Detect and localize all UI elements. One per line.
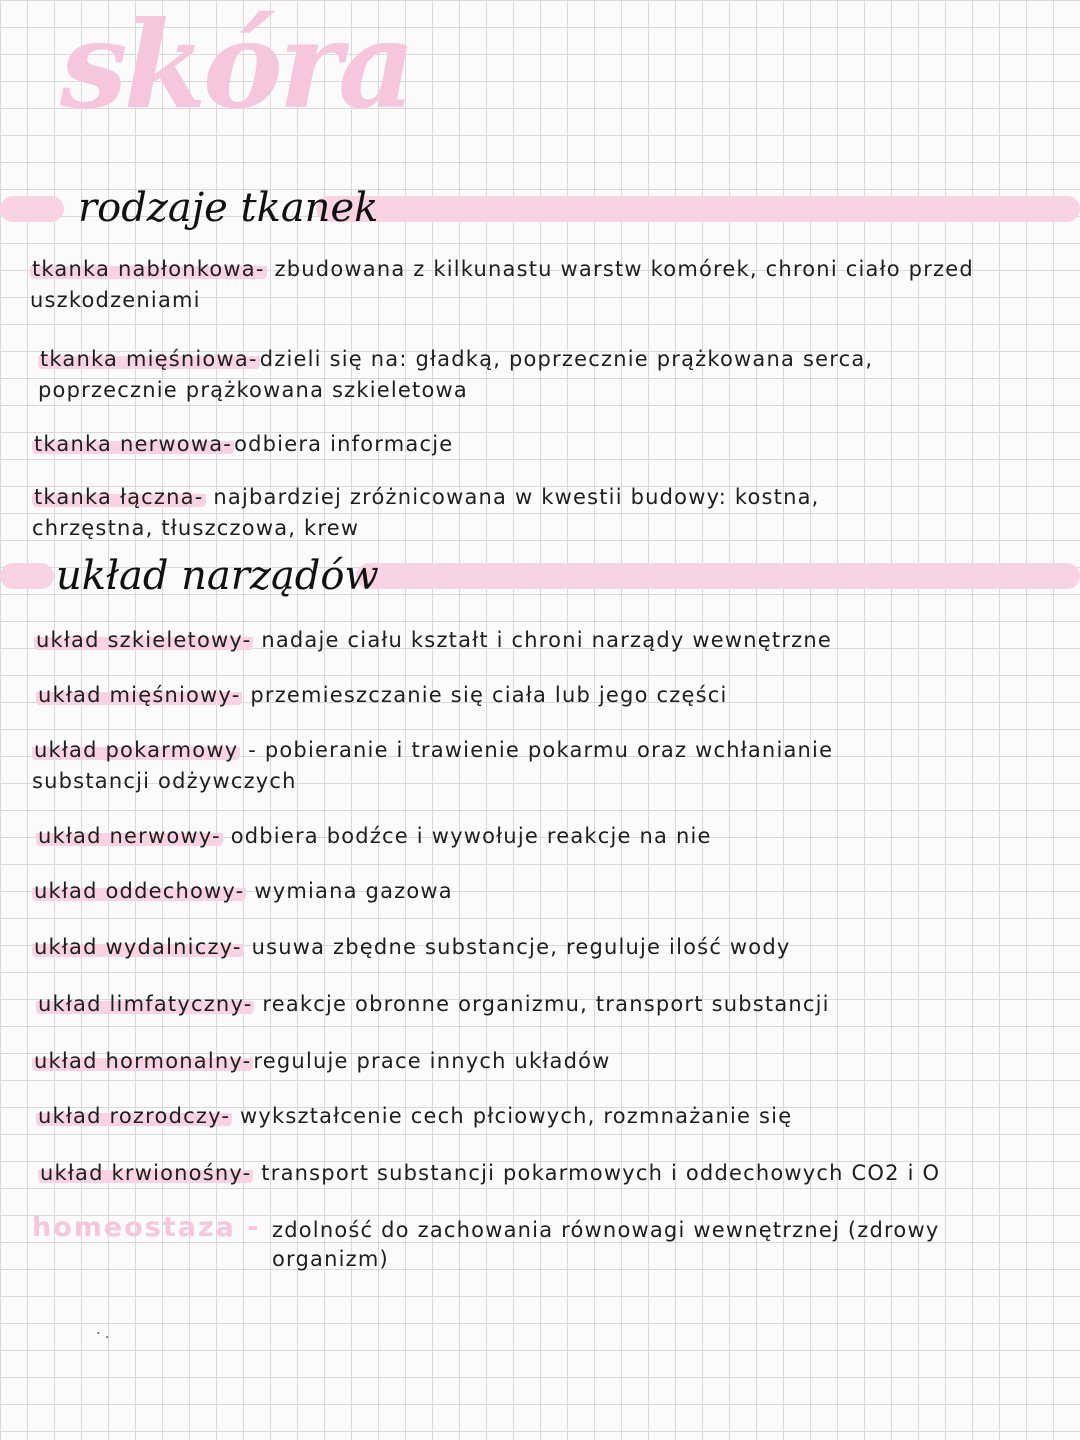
heading-band-left (0, 563, 54, 589)
entry-term: układ rozrodczy- (38, 1104, 231, 1128)
entry-term: układ krwionośny- (40, 1161, 252, 1185)
entry-definition: zbudowana z kilkunastu warstw komórek, chroni ciało przed (266, 257, 974, 281)
entry-definition: zdolność do zachowania równowagi wewnętrznej (zdrowy (272, 1218, 940, 1242)
entry-term: układ pokarmowy (34, 738, 239, 762)
entry-term: układ oddechowy- (34, 879, 245, 903)
entry-definition: wymiana gazowa (246, 879, 453, 903)
entry-term: układ szkieletowy- (36, 628, 252, 652)
entry-definition: wykształcenie cech płciowych, rozmnażanie się (232, 1104, 793, 1128)
heading-band-left (0, 196, 64, 222)
page-title: skóra (60, 0, 412, 136)
entry-connective-tissue (32, 482, 820, 544)
entry-continuation: poprzecznie prążkowana szkieletowa (38, 378, 468, 402)
entry-continuation: chrzęstna, tłuszczowa, krew (32, 516, 360, 540)
entry-definition: reakcje obronne organizmu, transport substancji (254, 992, 830, 1016)
entry-continuation: substancji odżywczych (32, 769, 297, 793)
section-heading-tissues: rodzaje tkanek (78, 185, 379, 231)
entry-definition: - pobieranie i trawienie pokarmu oraz wchłanianie (240, 738, 834, 762)
entry-term: układ hormonalny- (34, 1049, 252, 1073)
entry-definition: odbiera informacje (234, 432, 454, 456)
entry-respiratory-system (32, 876, 453, 907)
entry-definition: transport substancji pokarmowych i oddechowych CO2 i O (253, 1161, 941, 1185)
entry-term: tkanka nabłonkowa- (32, 257, 265, 281)
entry-definition: nadaje ciału kształt i chroni narządy wewnętrzne (253, 628, 833, 652)
heading-band-right (356, 563, 1080, 589)
entry-term: tkanka nerwowa- (34, 432, 233, 456)
entry-term: tkanka łączna- (34, 485, 204, 509)
entry-continuation: organizm) (272, 1247, 389, 1271)
entry-reproductive-system (36, 1101, 792, 1132)
homeostasis-definition (272, 1216, 939, 1274)
entry-definition: odbiera bodźce i wywołuje reakcje na nie (222, 824, 712, 848)
entry-term: tkanka mięśniowa- (40, 347, 258, 371)
entry-epithelial (30, 254, 974, 316)
entry-lymphatic-system (36, 989, 830, 1020)
entry-term: układ mięśniowy- (38, 683, 241, 707)
entry-definition: reguluje prace innych układów (253, 1049, 611, 1073)
entry-endocrine-system (32, 1046, 611, 1077)
entry-nerve-tissue (32, 429, 453, 460)
entry-term: układ limfatyczny- (38, 992, 253, 1016)
entry-definition: najbardziej zróżnicowana w kwestii budowy: kostna, (205, 485, 820, 509)
entry-definition: usuwa zbędne substancje, reguluje ilość wody (243, 935, 791, 959)
entry-muscle-tissue (38, 344, 873, 406)
homeostasis-term: homeostaza - (32, 1212, 261, 1243)
entry-circulatory-system (38, 1158, 940, 1189)
section-heading-organ-systems: układ narządów (56, 553, 379, 599)
entry-continuation: uszkodzeniami (30, 288, 201, 312)
entry-muscular-system (36, 680, 728, 711)
entry-definition: przemieszczanie się ciała lub jego części (242, 683, 728, 707)
entry-excretory-system (32, 932, 791, 963)
pen-dots-decoration: · . (96, 1326, 110, 1342)
entry-term: układ wydalniczy- (34, 935, 242, 959)
entry-term: układ nerwowy- (38, 824, 221, 848)
heading-band-right (316, 196, 1080, 222)
entry-nervous-system (36, 821, 712, 852)
entry-digestive-system (32, 735, 833, 797)
entry-skeletal-system (34, 625, 832, 656)
entry-definition: dzieli się na: gładką, poprzecznie prążkowana serca, (259, 347, 874, 371)
